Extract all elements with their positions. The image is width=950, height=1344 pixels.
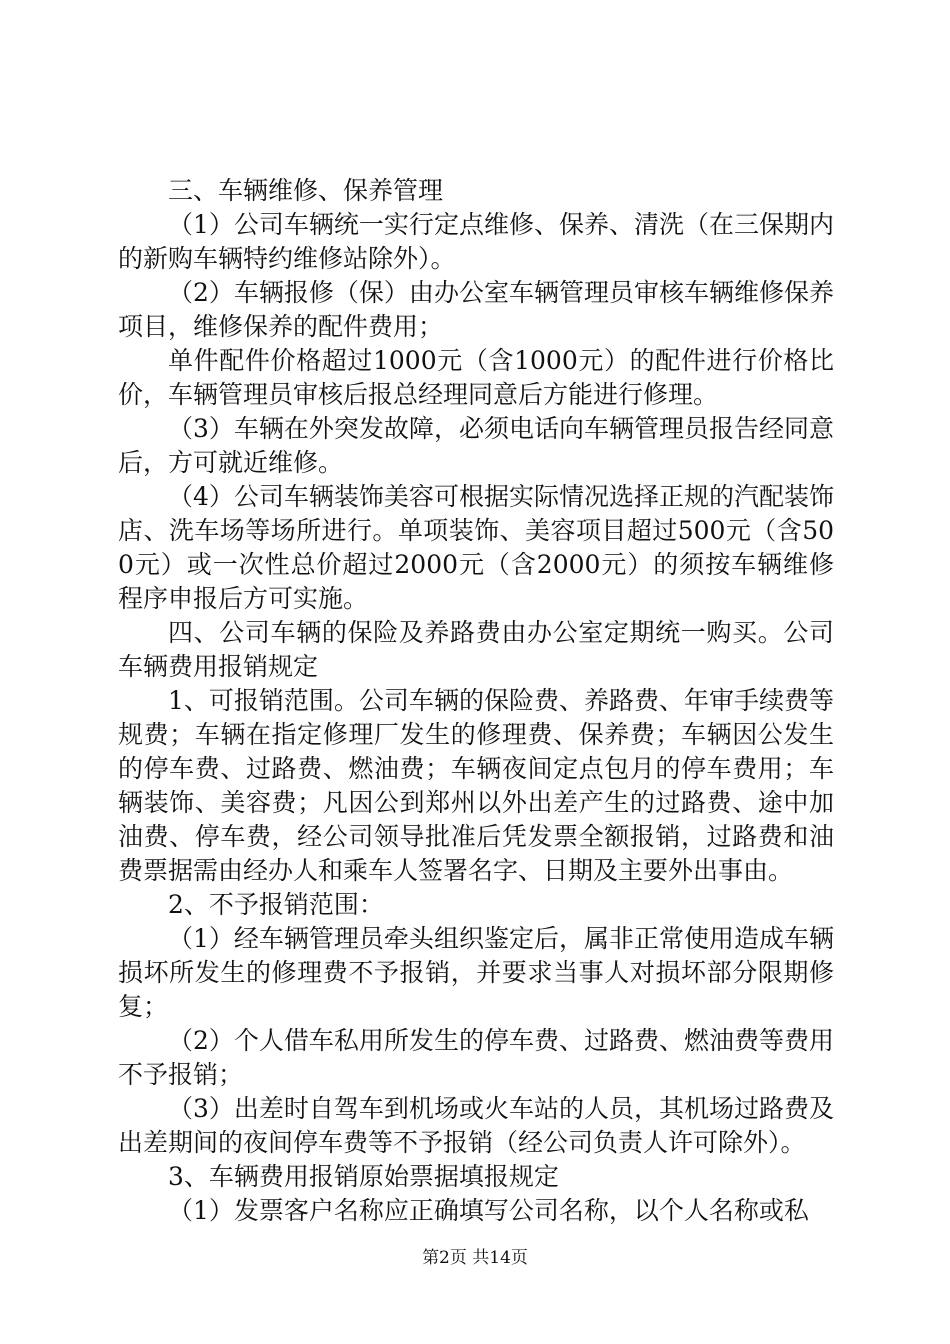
paragraph: （1）公司车辆统一实行定点维修、保养、清洗（在三保期内的新购车辆特约维修站除外）。 [118,210,834,273]
document-body [118,174,834,1228]
page-footer: 第2页 共14页 [422,1248,528,1268]
paragraph: 3、车辆费用报销原始票据填报规定 [168,1162,559,1191]
section-heading-insurance: 四、公司车辆的保险及养路费由办公室定期统一购买。公司车辆费用报销规定 [118,618,834,681]
paragraph: （2）个人借车私用所发生的停车费、过路费、燃油费等费用不予报销； [118,1026,834,1089]
paragraph: （3）出差时自驾车到机场或火车站的人员，其机场过路费及出差期间的夜间停车费等不予报销（经公司负责人许可除外）。 [118,1094,834,1157]
section-heading-maintenance: 三、车辆维修、保养管理 [168,176,444,205]
paragraph: 1、可报销范围。公司车辆的保险费、养路费、年审手续费等规费；车辆在指定修理厂发生的修理费、保养费；车辆因公发生的停车费、过路费、燃油费；车辆夜间定点包月的停车费用；车辆装饰、美容费；凡因公到郑州以外出差产生的过路费、途中加油费、停车费，经公司领导批准后凭发票全额报销，过路费和油费票据需由经办人和乘车人签署名字、日期及主要外出事由。 [118,686,834,885]
paragraph: 2、不予报销范围： [168,890,384,919]
paragraph: （4）公司车辆装饰美容可根据实际情况选择正规的汽配装饰店、洗车场等场所进行。单项装饰、美容项目超过500元（含500元）或一次性总价超过2000元（含2000元）的须按车辆维修程序申报后方可实施。 [118,482,834,613]
paragraph: （3）车辆在外突发故障，必须电话向车辆管理员报告经同意后，方可就近维修。 [118,414,834,477]
paragraph: （1）经车辆管理员牵头组织鉴定后，属非正常使用造成车辆损坏所发生的修理费不予报销，并要求当事人对损坏部分限期修复； [118,924,834,1021]
paragraph: （2）车辆报修（保）由办公室车辆管理员审核车辆维修保养项目，维修保养的配件费用； [118,278,834,341]
paragraph: 单件配件价格超过1000元（含1000元）的配件进行价格比价，车辆管理员审核后报总经理同意后方能进行修理。 [118,346,834,409]
paragraph: （1）发票客户名称应正确填写公司名称，以个人名称或私 [168,1196,809,1225]
